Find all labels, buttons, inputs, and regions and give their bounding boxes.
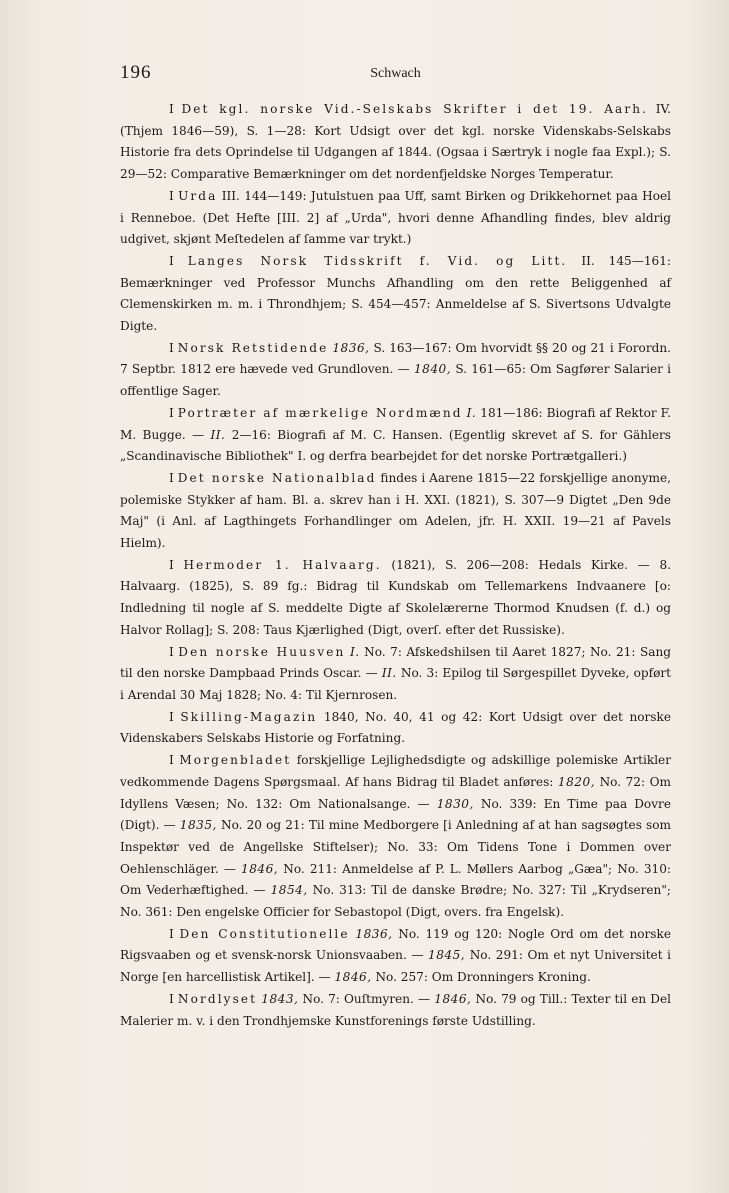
- volume-number: I.: [466, 405, 477, 420]
- volume-year: 1835,: [179, 818, 217, 833]
- volume-year: 1836,: [355, 926, 393, 941]
- bibliography-entry: I Langes Norsk Tidsskrift f. Vid. og Litt. II. 145—161: Bemærkninger ved Professor Munchs Afhandling om den rette Beliggenhed af Clemenskirken m. m. i Throndhjem; S. 454—457: Anmeldelse af S. Sivertsons Udvalgte Digte.: [120, 253, 671, 334]
- source-title: Urda: [178, 188, 218, 203]
- bibliography-entry: I Urda III. 144—149: Jutulstuen paa Uff, samt Birken og Drikkehornet paa Hoel i Renneboe. (Det Hefte [III. 2] af „Urda", hvori denne Afhandling findes, blev aldrig udgivet, skjønt Meſtedelen af ſamme var trykt.): [120, 188, 671, 247]
- bibliography-entry: I Norsk Retstidende 1836, S. 163—167: Om hvorvidt §§ 20 og 21 i Forordn. 7 Septbr. 1812 ere hævede ved Grundloven. — 1840, S. 161—65: Om Sagfører Salarier i offentlige Sager.: [120, 340, 671, 399]
- source-title: Det norske Nationalblad: [177, 470, 377, 485]
- volume-year: 1820,: [557, 774, 596, 789]
- source-title: Det kgl. norske Vid.-Selskabs Skrifter i det 19. Aarh.: [181, 102, 649, 116]
- bibliography-entry: I Det norske Nationalblad findes i Aarene 1815—22 forskjellige anonyme, polemiske Stykker af ham. Bl. a. skrev han i H. XXI. (1821), S. 307—9 Digtet „Den 9de Maj" (i Anl. af Lagthingets Forhandlinger om Adelen, jfr. H. XXII. 19—21 af Pavels Hielm).: [120, 470, 672, 551]
- source-title: Hermoder 1. Halvaarg.: [183, 557, 382, 572]
- volume-year: 1854,: [270, 883, 308, 898]
- source-title: Nordlyset: [177, 991, 258, 1006]
- volume-year: 1846,: [434, 991, 472, 1006]
- volume-year: 1845,: [428, 948, 466, 963]
- bibliography-entry: I Portræter af mærkelige Nordmænd I. 181—186: Biografi af Rektor F. M. Bugge. — II. 2—16: Biografi af M. C. Hansen. (Egentlig skrevet af S. for Gählers „Scandinavische Bibliothek" I. og derfra bearbejdet for det norske Portrætgalleri.): [120, 405, 671, 464]
- bibliography-entry: I Det kgl. norske Vid.-Selskabs Skrifter i det 19. Aarh. IV. (Thjem 1846—59), S. 1—28: Kort Udsigt over det kgl. norske Videnskabs-Selskabs Historie fra dets Oprindelse til Udgangen af 1844. (Ogsaa i Særtryk i nogle faa Expl.); S. 29—52: Comparative Bemærkninger om det nordenfjeldske Norges Temperatur.: [120, 102, 671, 182]
- bibliography-entry: I Hermoder 1. Halvaarg. (1821), S. 206—208: Hedals Kirke. — 8. Halvaarg. (1825), S. 89 fg.: Bidrag til Kundskab om Tellemarkens Indvaanere [o: Indledning til nogle af S. meddelte Digte af Skolelærerne Thormod Knudsen (f. d.) og Halvor Rollag]; S. 208: Taus Kjærlighed (Digt, overſ. efter det Russiske).: [120, 557, 671, 637]
- source-title: Morgenbladet: [179, 753, 292, 768]
- volume-year: 1830,: [436, 796, 474, 811]
- volume-number: II.: [210, 427, 226, 442]
- volume-year: 1843,: [261, 991, 299, 1006]
- page-number: 196: [120, 62, 152, 83]
- source-title: Den norske Huusven: [178, 644, 346, 659]
- running-head: [120, 62, 671, 90]
- bibliography-text: [120, 99, 671, 1032]
- bibliography-entry: I Skilling-Magazin 1840, No. 40, 41 og 42: Kort Udsigt over det norske Videnskabers Selskabs Historie og Forfatning.: [120, 709, 671, 746]
- bibliography-entry: I Den Constitutionelle 1836, No. 119 og 120: Nogle Ord om det norske Rigsvaaben og et svensk-norsk Unionsvaaben. — 1845, No. 291: Om et nyt Universitet i Norge [en harcellistisk Artikel]. — 1846, No. 257: Om Dronningers Kroning.: [120, 926, 671, 985]
- volume-year: 1836,: [332, 340, 370, 355]
- volume-number: II.: [381, 666, 397, 681]
- source-title: Norsk Retstidende: [177, 340, 329, 355]
- source-title: Langes Norsk Tidsskrift f. Vid. og Litt.: [187, 253, 568, 268]
- source-title: Skilling-Magazin: [180, 709, 318, 724]
- source-title: Den Constitutionelle: [179, 926, 350, 941]
- volume-year: 1846,: [334, 970, 372, 985]
- bibliography-entry: I Nordlyset 1843, No. 7: Ouſtmyren. — 1846, No. 79 og Till.: Texter til en Del Malerier m. v. i den Trondhjemske Kunstforenings første Udstilling.: [120, 991, 671, 1028]
- volume-number: I.: [349, 644, 360, 659]
- bibliography-entry: I Morgenbladet forskjellige Lejlighedsdigte og adskillige polemiske Artikler vedkommende Dagens Spørgsmaal. Af hans Bidrag til Bladet anføres: 1820, No. 72: Om Idyllens Væsen; No. 132: Om Nationalsange. — 1830, No. 339: En Time paa Dovre (Digt). — 1835, No. 20 og 21: Til mine Medborgere [i Anledning af at han sagsøgtes som Inspektør ved de Angellske Stiftelser); No. 33: Om Tidens Tone i Dommen over Oehlenschläger. — 1846, No. 211: Anmeldelse af P. L. Møllers Aarbog „Gæa"; No. 310: Om Vederhæftighed. — 1854, No. 313: Til de danske Brødre; No. 327: Til „Krydseren"; No. 361: Den engelske Officier for Sebastopol (Digt, overs. fra Engelsk).: [120, 753, 671, 920]
- header-title: Schwach: [370, 66, 421, 81]
- source-title: Portræter af mærkelige Nordmænd: [177, 405, 463, 420]
- volume-year: 1840,: [413, 362, 452, 377]
- bibliography-entry: I Den norske Huusven I. No. 7: Afskedshilsen til Aaret 1827; No. 21: Sang til den norske Dampbaad Prinds Oscar. — II. No. 3: Epilog til Sørgespillet Dyveke, opført i Arendal 30 Maj 1828; No. 4: Til Kjernrosen.: [120, 644, 671, 702]
- volume-year: 1846,: [241, 861, 279, 876]
